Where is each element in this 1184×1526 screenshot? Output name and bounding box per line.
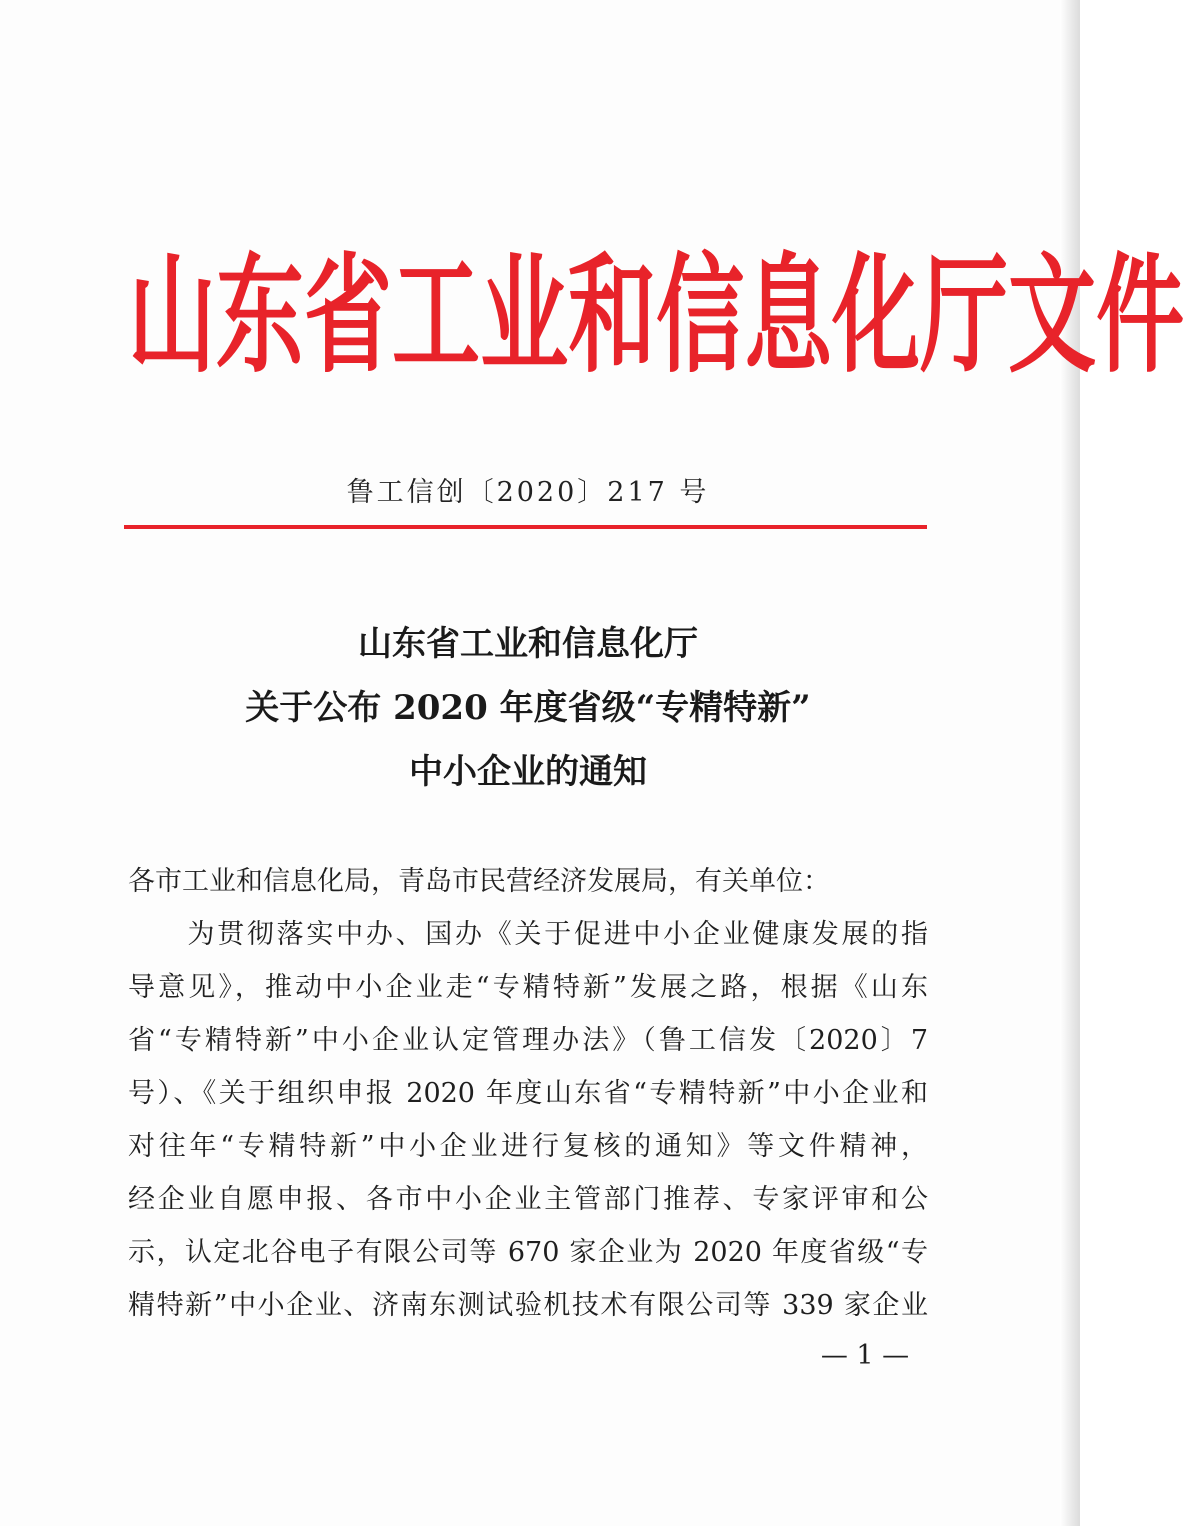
header-divider-line xyxy=(124,525,927,529)
header-char: 件 xyxy=(1096,240,1184,390)
page-number: — 1 — xyxy=(820,1340,910,1371)
body-line: 号）、《关于组织申报 2020 年度山东省“专精特新”中小企业和 xyxy=(128,1078,928,1109)
notice-title-line: 关于公布 2020 年度省级“专精特新” xyxy=(245,688,811,728)
header-char: 和 xyxy=(568,240,657,390)
body-line: 经企业自愿申报、各市中小企业主管部门推荐、专家评审和公 xyxy=(128,1184,928,1215)
body-line: 对往年“专精特新”中小企业进行复核的通知》等文件精神， xyxy=(128,1131,928,1162)
body-line: 为贯彻落实中办、国办《关于促进中小企业健康发展的指 xyxy=(128,919,928,950)
header-char: 省 xyxy=(304,240,393,390)
header-char: 息 xyxy=(744,240,833,390)
header-char: 工 xyxy=(392,240,481,390)
body-line: 示，认定北谷电子有限公司等 670 家企业为 2020 年度省级“专 xyxy=(128,1237,928,1268)
header-char: 山 xyxy=(128,240,217,390)
notice-title xyxy=(0,612,1056,804)
header-char: 文 xyxy=(1008,240,1097,390)
header-char: 厅 xyxy=(920,240,1009,390)
document-header-title xyxy=(128,240,1184,390)
body-line: 省“专精特新”中小企业认定管理办法》（鲁工信发〔2020〕7 xyxy=(128,1025,928,1056)
notice-title-line: 中小企业的通知 xyxy=(409,752,647,792)
notice-body xyxy=(128,855,928,1332)
header-char: 信 xyxy=(656,240,745,390)
body-line: 精特新”中小企业、济南东测试验机技术有限公司等 339 家企业 xyxy=(128,1290,928,1321)
document-number: 鲁工信创〔2020〕217 号 xyxy=(346,477,710,508)
header-char: 化 xyxy=(832,240,921,390)
header-char: 东 xyxy=(216,240,305,390)
notice-title-line: 山东省工业和信息化厅 xyxy=(358,624,698,664)
addressee: 各市工业和信息化局，青岛市民营经济发展局，有关单位： xyxy=(128,866,830,897)
header-char: 业 xyxy=(480,240,569,390)
body-line: 导意见》，推动中小企业走“专精特新”发展之路，根据《山东 xyxy=(128,972,928,1003)
